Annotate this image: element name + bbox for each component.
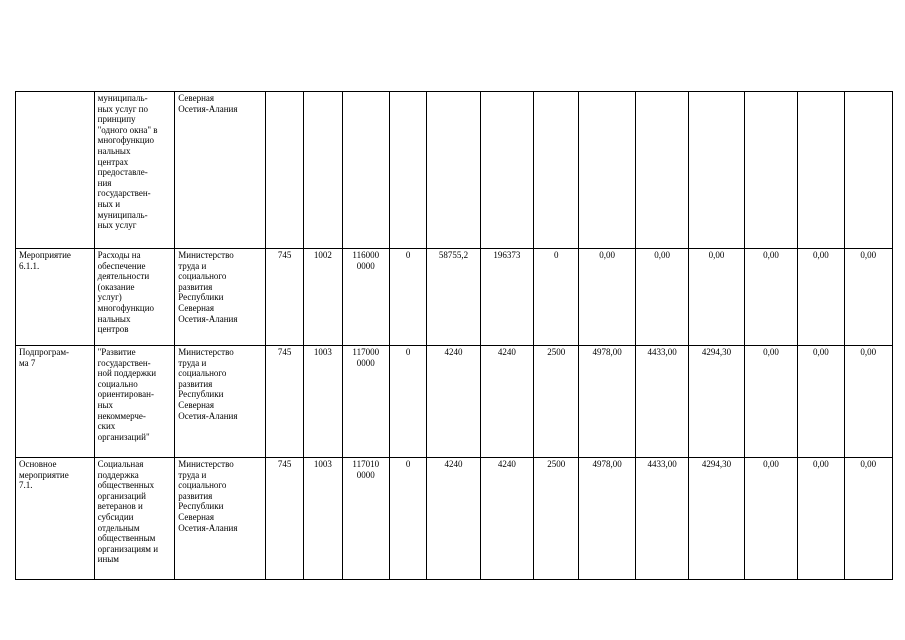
value-cell bbox=[689, 92, 744, 249]
row-description-cell: Социальная поддержка общественных организаций ветеранов и субсидии отдельным общественным организациям и иным bbox=[94, 458, 175, 580]
value-cell: 196373 bbox=[480, 249, 533, 346]
value-cell: 0,00 bbox=[844, 458, 892, 580]
value-cell: 0,00 bbox=[798, 346, 844, 458]
value-cell: 0,00 bbox=[744, 249, 797, 346]
value-cell: 745 bbox=[265, 249, 303, 346]
value-cell: 1003 bbox=[304, 346, 342, 458]
value-cell bbox=[844, 92, 892, 249]
table-row bbox=[16, 458, 893, 580]
value-cell: 0 bbox=[389, 249, 426, 346]
value-cell bbox=[635, 92, 688, 249]
row-name-cell: Мероприятие 6.1.1. bbox=[16, 249, 95, 346]
row-name-cell: Подпрограм- ма 7 bbox=[16, 346, 95, 458]
value-cell: 0,00 bbox=[744, 458, 797, 580]
value-cell bbox=[579, 92, 635, 249]
value-cell: 1003 bbox=[304, 458, 342, 580]
value-cell: 0,00 bbox=[744, 346, 797, 458]
value-cell: 4294,30 bbox=[689, 346, 744, 458]
value-cell: 0,00 bbox=[798, 249, 844, 346]
value-cell: 116000 0000 bbox=[342, 249, 389, 346]
value-cell: 4978,00 bbox=[579, 458, 635, 580]
value-cell: 0 bbox=[534, 249, 579, 346]
value-cell: 2500 bbox=[534, 458, 579, 580]
value-cell: 4240 bbox=[480, 458, 533, 580]
row-name-cell: Основное мероприятие 7.1. bbox=[16, 458, 95, 580]
value-cell bbox=[534, 92, 579, 249]
value-cell: 4294,30 bbox=[689, 458, 744, 580]
table-row bbox=[16, 249, 893, 346]
value-cell: 0,00 bbox=[844, 346, 892, 458]
row-description-cell: Расходы на обеспечение деятельности (оказание услуг) многофункцио нальных центров bbox=[94, 249, 175, 346]
row-executor-cell: Северная Осетия-Алания bbox=[175, 92, 266, 249]
row-name-cell bbox=[16, 92, 95, 249]
value-cell bbox=[389, 92, 426, 249]
table-row bbox=[16, 346, 893, 458]
value-cell bbox=[480, 92, 533, 249]
value-cell: 4240 bbox=[480, 346, 533, 458]
value-cell: 4240 bbox=[427, 346, 480, 458]
value-cell: 0,00 bbox=[689, 249, 744, 346]
row-description-cell: муниципаль- ных услуг по принципу "одного окна" в многофункцио нальных центрах предоставле- ния государствен- ных и муниципаль- ных услуг bbox=[94, 92, 175, 249]
row-executor-cell: Министерство труда и социального развития Республики Северная Осетия-Алания bbox=[175, 249, 266, 346]
table-body bbox=[16, 92, 893, 580]
value-cell: 4978,00 bbox=[579, 346, 635, 458]
value-cell: 58755,2 bbox=[427, 249, 480, 346]
value-cell bbox=[427, 92, 480, 249]
value-cell: 117000 0000 bbox=[342, 346, 389, 458]
row-executor-cell: Министерство труда и социального развития Республики Северная Осетия-Алания bbox=[175, 458, 266, 580]
budget-table bbox=[15, 91, 893, 580]
value-cell: 0,00 bbox=[579, 249, 635, 346]
row-description-cell: "Развитие государствен- ной поддержки социально ориентирован- ных некоммерче- ских организаций" bbox=[94, 346, 175, 458]
value-cell bbox=[798, 92, 844, 249]
value-cell: 0,00 bbox=[635, 249, 688, 346]
row-executor-cell: Министерство труда и социального развития Республики Северная Осетия-Алания bbox=[175, 346, 266, 458]
value-cell bbox=[265, 92, 303, 249]
value-cell: 4240 bbox=[427, 458, 480, 580]
value-cell bbox=[342, 92, 389, 249]
value-cell: 745 bbox=[265, 458, 303, 580]
value-cell: 0,00 bbox=[844, 249, 892, 346]
value-cell: 0 bbox=[389, 458, 426, 580]
value-cell: 0 bbox=[389, 346, 426, 458]
value-cell: 117010 0000 bbox=[342, 458, 389, 580]
value-cell: 4433,00 bbox=[635, 346, 688, 458]
value-cell bbox=[304, 92, 342, 249]
value-cell: 4433,00 bbox=[635, 458, 688, 580]
value-cell: 0,00 bbox=[798, 458, 844, 580]
value-cell: 745 bbox=[265, 346, 303, 458]
value-cell bbox=[744, 92, 797, 249]
value-cell: 2500 bbox=[534, 346, 579, 458]
table-row bbox=[16, 92, 893, 249]
value-cell: 1002 bbox=[304, 249, 342, 346]
